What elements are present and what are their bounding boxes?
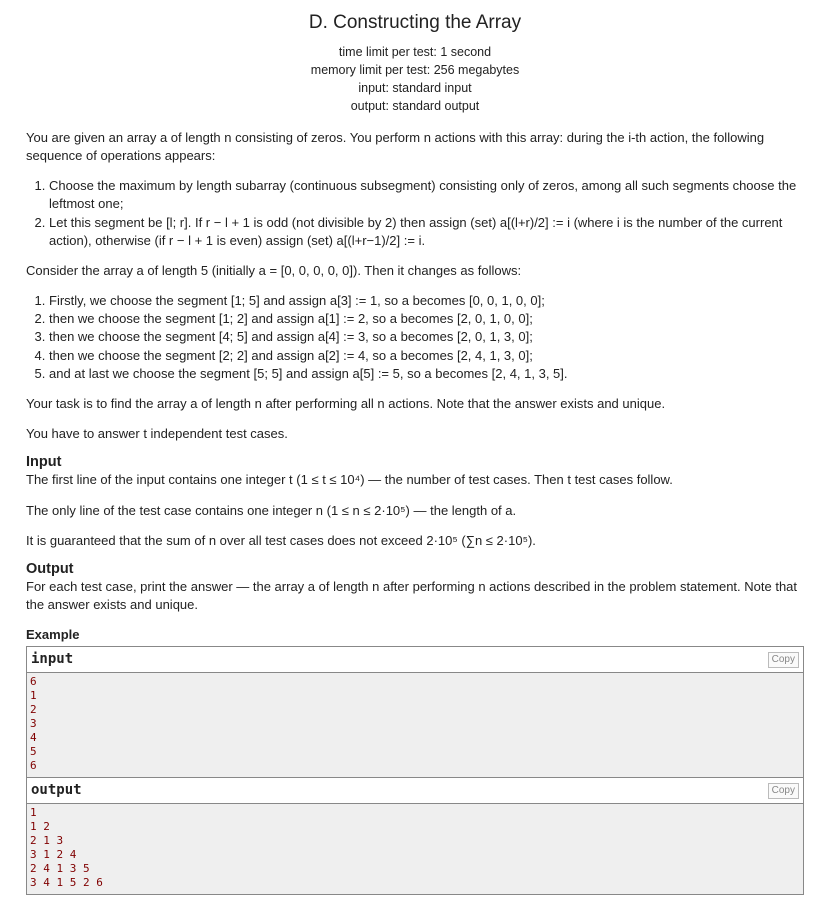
example-title: Example [26, 627, 80, 643]
example-step: 2. then we choose the segment [1; 2] and assign a[1] := 2, so a becomes [2, 0, 1, 0, 0]; [49, 310, 804, 328]
problem-header [26, 0, 804, 115]
sample-input-line: 1 [30, 689, 37, 703]
operation-step: 2. Let this segment be [l; r]. If r − l + 1 is odd (not divisible by 2) then assign (set) a[(l+r)/2] := i (where i is the number of the current action), otherwise (if r − l + 1 is even) assign (set) a[(l+r−1)/2] := i. [49, 214, 804, 250]
sample-output-line: 3 1 2 4 [30, 848, 77, 862]
sample-input-box [26, 646, 804, 778]
input-section-title: Input [26, 454, 62, 471]
output-section-title: Output [26, 560, 74, 577]
example-steps [26, 292, 804, 383]
input-paragraph: The only line of the test case contains one integer n (1 ≤ n ≤ 2·10⁵) — the length of a. [26, 502, 517, 518]
input-paragraph: The first line of the input contains one integer t (1 ≤ t ≤ 10⁴) — the number of test cases. Then t test cases follow. [26, 472, 673, 488]
example-step: 5. and at last we choose the segment [5; 5] and assign a[5] := 5, so a becomes [2, 4, 1, 3, 5]. [49, 365, 804, 383]
output-file: output: standard output [350, 98, 480, 113]
sample-output-line: 1 [30, 806, 37, 820]
sample-input-line: 4 [30, 731, 37, 745]
sample-input-content [27, 673, 803, 777]
sample-output-line: 3 4 1 5 2 6 [30, 876, 103, 890]
time-limit: time limit per test: 1 second [338, 44, 492, 59]
sample-input-line: 6 [30, 759, 37, 773]
statement-paragraph: You are given an array a of length n consisting of zeros. You perform n actions with this array: during the i-th action, the following sequence of operations appears: [26, 129, 765, 163]
operation-steps [26, 177, 804, 250]
input-paragraph: It is guaranteed that the sum of n over all test cases does not exceed 2·10⁵ (∑n ≤ 2·10⁵). [26, 532, 536, 548]
copy-input-button[interactable]: Copy [768, 652, 799, 668]
sample-input-line: 5 [30, 745, 37, 759]
sample-input-header [27, 647, 803, 673]
sample-output-line: 2 1 3 [30, 834, 64, 848]
output-paragraph: For each test case, print the answer — the array a of length n after performing n actions described in the problem statement. Note that the answer exists and unique. [26, 578, 798, 613]
example-step: 4. then we choose the segment [2; 2] and assign a[2] := 4, so a becomes [2, 4, 1, 3, 0]; [49, 347, 804, 365]
sample-tests [26, 626, 804, 895]
sample-output-box [26, 778, 804, 895]
sample-output-line: 2 4 1 3 5 [30, 862, 90, 876]
memory-limit: memory limit per test: 256 megabytes [310, 62, 520, 77]
sample-input-line: 6 [30, 675, 37, 689]
example-step: 3. then we choose the segment [4; 5] and assign a[4] := 3, so a becomes [2, 0, 1, 3, 0]; [49, 328, 804, 346]
sample-output-label: output [31, 782, 82, 799]
statement-paragraph: Consider the array a of length 5 (initially a = [0, 0, 0, 0, 0]). Then it changes as follows: [26, 262, 522, 278]
problem-statement [26, 129, 804, 444]
sample-output-line: 1 2 [30, 820, 50, 834]
statement-paragraph: You have to answer t independent test cases. [26, 426, 288, 442]
sample-output-content [27, 804, 803, 894]
sample-input-line: 2 [30, 703, 37, 717]
sample-output-header [27, 778, 803, 804]
copy-output-button[interactable]: Copy [768, 783, 799, 799]
problem-title: D. Constructing the Array [308, 12, 522, 33]
input-file: input: standard input [358, 80, 472, 95]
statement-paragraph: Your task is to find the array a of length n after performing all n actions. Note that the answer exists and unique. [26, 396, 666, 412]
output-specification [26, 562, 804, 614]
operation-step: 1. Choose the maximum by length subarray (continuous subsegment) consisting only of zeros, among all such segments choose the leftmost one; [49, 177, 804, 213]
sample-input-line: 3 [30, 717, 37, 731]
input-specification [26, 455, 804, 550]
sample-input-label: input [31, 651, 74, 668]
example-step: 1. Firstly, we choose the segment [1; 5] and assign a[3] := 1, so a becomes [0, 0, 1, 0, 0]; [49, 292, 804, 310]
